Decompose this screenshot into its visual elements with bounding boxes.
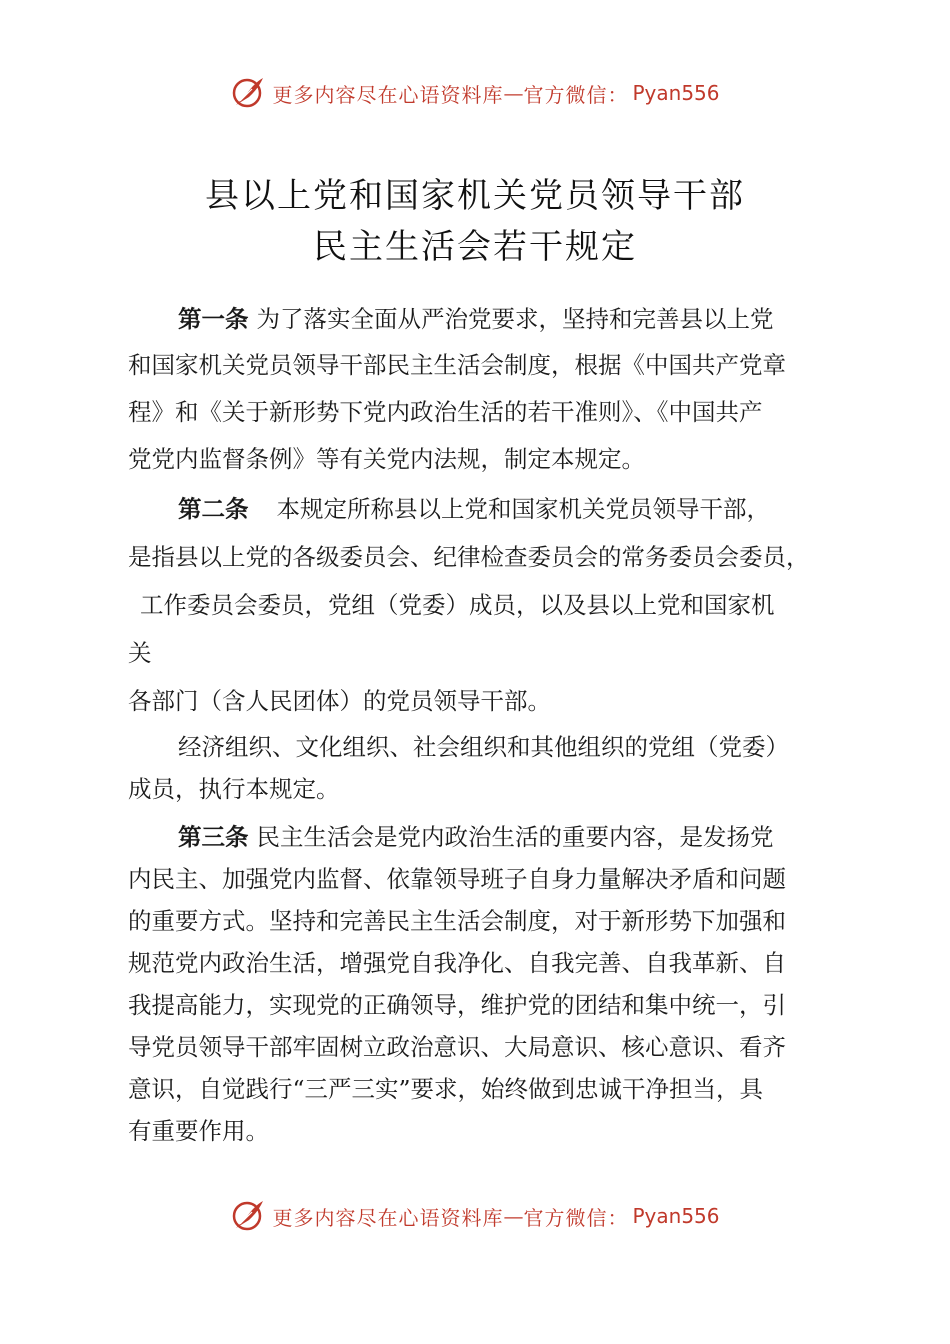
article-1-line-4: 党党内监督条例》等有关党内法规，制定本规定。 (128, 445, 645, 473)
article-1-label: 第一条 (178, 305, 249, 333)
watermark-account: Pyan556 (632, 81, 720, 105)
article-3-line-1: 第三条 民主生活会是党内政治生活的重要内容，是发扬党 (178, 823, 774, 851)
article-1-line-1: 第一条 为了落实全面从严治党要求，坚持和完善县以上党 (178, 305, 774, 333)
watermark-separator: — (503, 81, 524, 105)
article-1-line-2: 和国家机关党员领导干部民主生活会制度，根据《中国共产党章 (128, 351, 786, 379)
article-2-line-3: 工作委员会委员，党组（党委）成员，以及县以上党和国家机 (140, 591, 775, 619)
article-2-para-2-line-2: 成员，执行本规定。 (128, 775, 340, 803)
article-2-line-1: 第二条 本规定所称县以上党和国家机关党员领导干部， (178, 495, 770, 523)
article-2-line-2: 是指县以上党的各级委员会、纪律检查委员会的常务委员会委员， (128, 543, 810, 571)
quill-logo-icon (230, 1198, 266, 1234)
article-2-line-4: 关 (128, 639, 152, 667)
article-3-line-2: 内民主、加强党内监督、依靠领导班子自身力量解决矛盾和问题 (128, 865, 786, 893)
article-3-line-5: 我提高能力，实现党的正确领导，维护党的团结和集中统一，引 (128, 991, 786, 1019)
article-3-line-6: 导党员领导干部牢固树立政治意识、大局意识、核心意识、看齐 (128, 1033, 786, 1061)
header-watermark (0, 73, 950, 113)
article-2-label: 第二条 (178, 495, 249, 523)
article-3-label: 第三条 (178, 823, 249, 851)
article-1-line-3: 程》和《关于新形势下党内政治生活的若干准则》、《中国共产 (128, 398, 763, 426)
watermark-text: 更多内容尽在心语资料库 (272, 82, 504, 107)
watermark-account: Pyan556 (632, 1204, 720, 1228)
watermark-account-label: 官方微信： (523, 1205, 629, 1230)
article-2-line-5: 各部门（含人民团体）的党员领导干部。 (128, 687, 551, 715)
article-2-para-2-line-1: 经济组织、文化组织、社会组织和其他组织的党组（党委） (178, 733, 789, 761)
article-3-line-8: 有重要作用。 (128, 1117, 269, 1145)
article-3-line-4: 规范党内政治生活，增强党自我净化、自我完善、自我革新、自 (128, 949, 786, 977)
quill-logo-icon (230, 75, 266, 111)
document-title-line-1: 县以上党和国家机关党员领导干部 (205, 176, 745, 216)
watermark-separator: — (503, 1204, 524, 1228)
watermark-account-label: 官方微信： (523, 82, 629, 107)
footer-watermark (0, 1196, 950, 1236)
watermark-text: 更多内容尽在心语资料库 (272, 1205, 504, 1230)
article-3-line-7: 意识，自觉践行“三严三实”要求，始终做到忠诚干净担当，具 (128, 1075, 764, 1103)
document-title-line-2: 民主生活会若干规定 (313, 227, 637, 267)
article-3-line-3: 的重要方式。坚持和完善民主生活会制度，对于新形势下加强和 (128, 907, 786, 935)
